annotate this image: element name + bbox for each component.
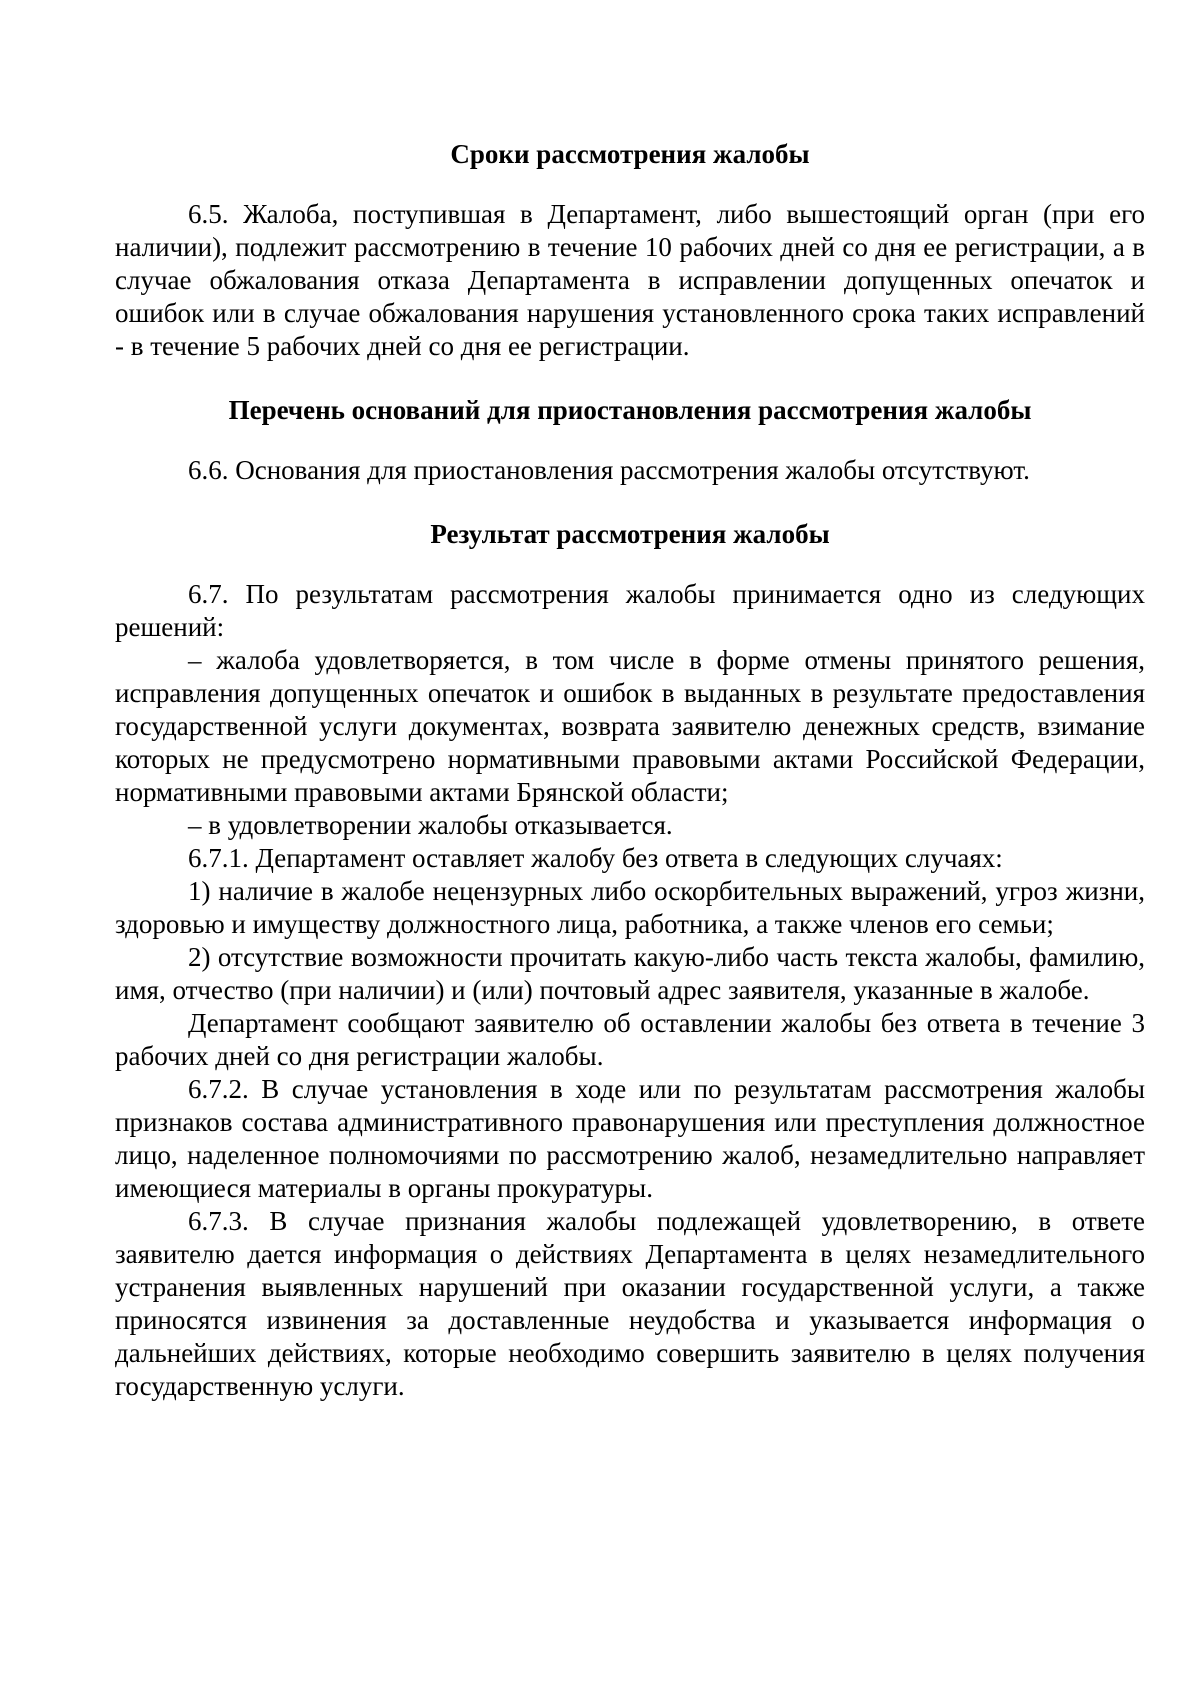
- paragraph-6-6: 6.6. Основания для приостановления рассмотрения жалобы отсутствуют.: [188, 455, 1030, 485]
- paragraph-case-1: 1) наличие в жалобе нецензурных либо оскорбительных выражений, угроз жизни, здоровью и имуществу должностного лица, работника, а также членов его семьи;: [115, 876, 1145, 939]
- section-heading-review-result: Результат рассмотрения жалобы: [430, 519, 830, 549]
- paragraph-6-7-3: 6.7.3. В случае признания жалобы подлежащей удовлетворению, в ответе заявителю дается информация о действиях Департамента в целях незамедлительного устранения выявленных нарушений при оказании государственной услуги, а также приносятся извинения за доставленные неудобства и указывается информация о дальнейших действиях, которые необходимо совершить заявителю в целях получения государственную услуги.: [115, 1206, 1145, 1401]
- paragraph-6-7: 6.7. По результатам рассмотрения жалобы принимается одно из следующих решений:: [115, 579, 1145, 642]
- document-page: [115, 138, 1145, 1403]
- paragraph-6-7-2: 6.7.2. В случае установления в ходе или по результатам рассмотрения жалобы признаков состава административного правонарушения или преступления должностное лицо, наделенное полномочиями по рассмотрению жалоб, незамедлительно направляет имеющиеся материалы в органы прокуратуры.: [115, 1074, 1145, 1203]
- section-heading-suspension-grounds: Перечень оснований для приостановления рассмотрения жалобы: [228, 395, 1032, 425]
- paragraph-6-7-1: 6.7.1. Департамент оставляет жалобу без ответа в следующих случаях:: [188, 843, 1003, 873]
- section-heading-review-period: Сроки рассмотрения жалобы: [450, 139, 810, 169]
- paragraph-6-5: 6.5. Жалоба, поступившая в Департамент, либо вышестоящий орган (при его наличии), подлежит рассмотрению в течение 10 рабочих дней со дня ее регистрации, а в случае обжалования отказа Департамента в исправлении допущенных опечаток и ошибок или в случае обжалования нарушения установленного срока таких исправлений - в течение 5 рабочих дней со дня ее регистрации.: [115, 199, 1145, 361]
- paragraph-complaint-satisfied: – жалоба удовлетворяется, в том числе в форме отмены принятого решения, исправления допущенных опечаток и ошибок в выданных в результате предоставления государственной услуги документах, возврата заявителю денежных средств, взимание которых не предусмотрено нормативными правовыми актами Российской Федерации, нормативными правовыми актами Брянской области;: [115, 645, 1145, 807]
- paragraph-notification: Департамент сообщают заявителю об оставлении жалобы без ответа в течение 3 рабочих дней со дня регистрации жалобы.: [115, 1008, 1145, 1071]
- paragraph-complaint-refused: – в удовлетворении жалобы отказывается.: [188, 810, 673, 840]
- paragraph-case-2: 2) отсутствие возможности прочитать какую-либо часть текста жалобы, фамилию, имя, отчество (при наличии) и (или) почтовый адрес заявителя, указанные в жалобе.: [115, 942, 1145, 1005]
